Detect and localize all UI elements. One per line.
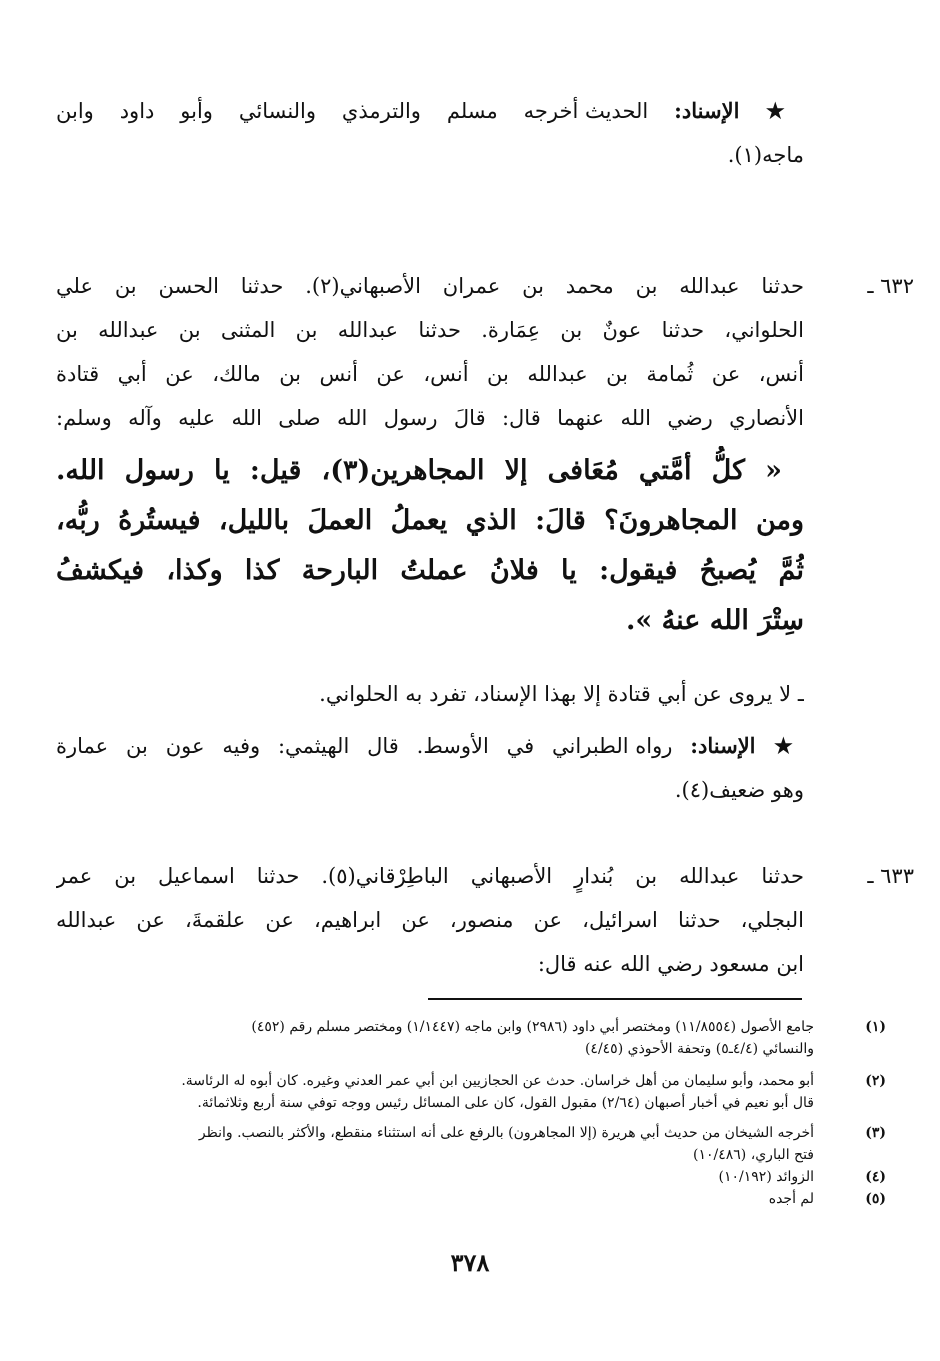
footnote-3 [56, 1122, 884, 1166]
isnad-text-1: رواه الطبراني في الأوسط. قال الهيثمي: وفيه عون بن عمارة [56, 734, 673, 758]
isnad-label: ★ الإسناد: [690, 733, 804, 758]
hadith-line: سِتْرَ الله عنهُ ». [625, 605, 804, 636]
chain-line: البجلي، حدثنا اسرائيل، عن منصور، عن ابراهيم، عن علقمةَ، عن عبدالله [56, 908, 804, 932]
footnote-text: الزوائد (١٠/١٩٢) [718, 1169, 814, 1185]
entry-632-note [56, 672, 804, 716]
footnote-text: أبو محمد، وأبو سليمان من أهل خراسان. حدث عن الحجازيين ابن أبي عمر العدني وغيره. كان أبوه له الرئاسة. [181, 1073, 814, 1089]
chain-line: الأنصاري رضي الله عنهما قال: قالَ رسول الله صلى الله عليه وآله وسلم: [56, 406, 804, 430]
entry-633-chain [56, 854, 804, 986]
chain-line: حدثنا عبدالله بن بُندارٍ الأصبهاني الباطِرْقاني(٥). حدثنا اسماعيل بن عمر [56, 864, 804, 888]
footnote-text: جامع الأصول (١١/٨٥٥٤) ومختصر أبي داود (٢٩٨٦) وابن ماجه (١/١٤٤٧) ومختصر مسلم رقم (٤٥٢) [251, 1019, 814, 1035]
prev-isnad-block [56, 89, 804, 177]
hadith-line: « كلُّ أمَّتي مُعَافى إلا المجاهرين(٣)، قيل: يا رسول الله. [56, 455, 782, 486]
footnote-text: فتح الباري، (١٠/٤٨٦) [693, 1147, 814, 1163]
footnote-number: (٥) [865, 1191, 886, 1207]
footnote-2 [56, 1070, 884, 1114]
page-number: ٣٧٨ [450, 1248, 490, 1277]
footnote-number: (٤) [865, 1169, 886, 1185]
prev-isnad-text-1: الحديث أخرجه مسلم والترمذي والنسائي وأبو داود وابن [56, 99, 649, 123]
footnote-text: والنسائي (٤/٤ـ٥) وتحفة الأحوذي (٤/٤٥) [584, 1041, 814, 1057]
entry-number-632: ٦٣٢ ـ [867, 274, 914, 298]
chain-line: ابن مسعود رضي الله عنه قال: [537, 952, 804, 976]
prev-isnad-line-2: ماجه(١). [727, 143, 804, 167]
chain-line: أنس، عن ثُمامة بن عبدالله بن أنس، عن أنس بن مالك، عن أبي قتادة [56, 362, 804, 386]
footnote-5 [56, 1188, 884, 1210]
entry-632-chain [56, 264, 804, 440]
footnote-number: (١) [865, 1019, 886, 1035]
entry-632-isnad [56, 724, 804, 812]
note-line: ـ لا يروى عن أبي قتادة إلا بهذا الإسناد، تفرد به الحلواني. [319, 682, 804, 706]
isnad-line-1 [56, 724, 804, 768]
footnote-text: أخرجه الشيخان من حديث أبي هريرة (إلا المجاهرون) بالرفع على أنه استثناء منقطع، والأكثر بالنصب. وانظر [198, 1125, 814, 1141]
footnote-separator [428, 998, 802, 1000]
footnote-number: (٣) [865, 1125, 886, 1141]
hadith-line: ومن المجاهرونَ؟ قالَ: الذي يعملُ العملَ بالليل، فيستُرهُ ربُّه، [56, 505, 804, 536]
prev-isnad-line-1 [56, 89, 804, 133]
chain-line: الحلواني، حدثنا عونٌ بن عِمَارة. حدثنا عبدالله بن المثنى بن عبدالله بن [56, 318, 804, 342]
footnote-number: (٢) [865, 1073, 886, 1089]
footnote-text: لم أجده [768, 1191, 814, 1207]
footnote-text: قال أبو نعيم في أخبار أصبهان (٢/٦٤) مقبول القول، كان على المسائل رئيس ووجه توفي سنة أربع وثلاثمائة. [197, 1095, 814, 1111]
entry-632-hadith [56, 446, 804, 646]
footnotes [56, 1016, 884, 1210]
entry-number-633: ٦٣٣ ـ [867, 864, 914, 888]
chain-line: حدثنا عبدالله بن محمد بن عمران الأصبهاني(٢). حدثنا الحسن بن علي [56, 274, 804, 298]
footnote-1 [56, 1016, 884, 1060]
hadith-line: ثُمَّ يُصبحُ فيقول: يا فلانُ عملتُ البارحة كذا وكذا، فيكشفُ [56, 555, 804, 586]
document-page [56, 0, 914, 1361]
isnad-line-2: وهو ضعيف(٤). [674, 778, 804, 802]
footnote-4 [56, 1166, 884, 1188]
isnad-label: ★ الإسناد: [674, 98, 804, 123]
